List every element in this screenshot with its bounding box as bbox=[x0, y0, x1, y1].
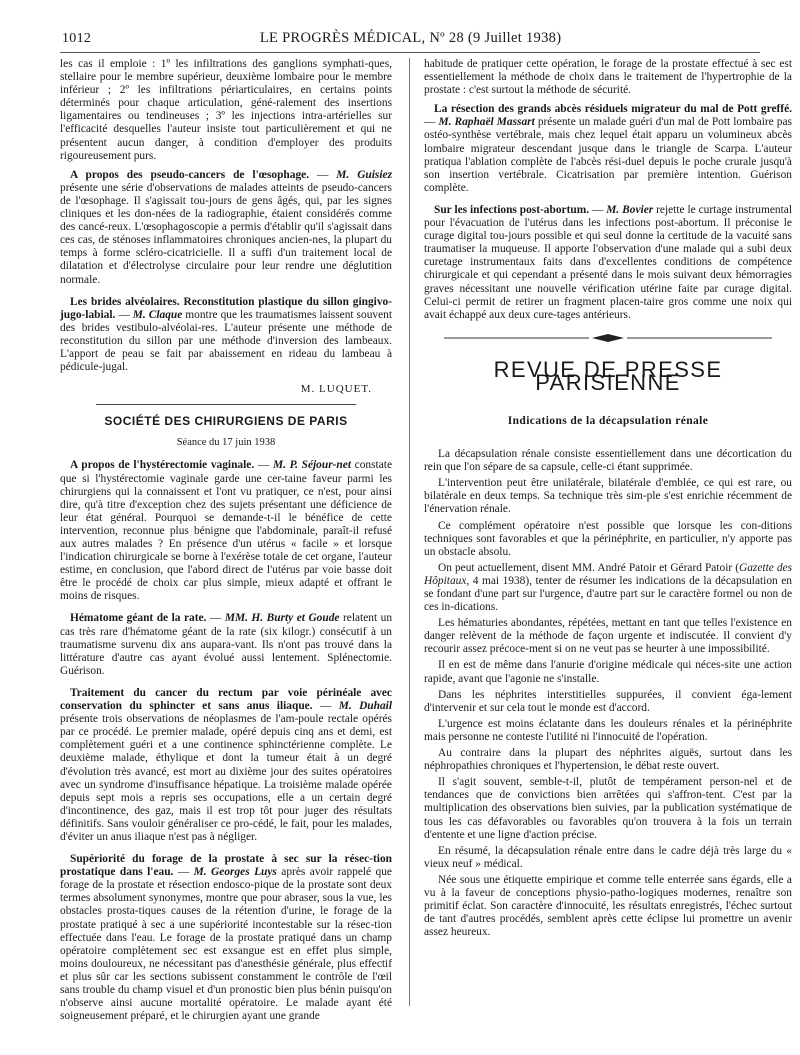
article-author: M. Duhail bbox=[338, 700, 392, 713]
article-author: M. Guisiez bbox=[336, 168, 393, 181]
continued-paragraph: habitude de pratiquer cette opération, le forage de la prostate effectué à sec est essentiellement la méthode de choix dans le traitement de l'hypertrophie de la prostate : c'est surtout la méthode de sécurité. bbox=[424, 58, 792, 97]
article-text: constate que si l'hystérectomie vaginale garde une cer-taine faveur parmi les chirurgiens qui la connaissent et l'ont vu pratiquer, ce n'est, pour ainsi dire, qu'à titre d'exception chez des sujets présentant une déficience de leur état général. Pourquoi se demande-t-il le bénéfice de cette intervention, reconnue plus bénigne que l'abdominale, paraît-il refusé aux autres malades ? En présence d'un utérus « facile » et lorsque l'indication chirurgicale se borne à l'exérèse totale de cet organe, l'auteur estime, en conclusion, que l'abord direct de l'utérus par voie basse doit être le procédé de choix car plus simple, mieux adapté et offrant le moins de risques. bbox=[60, 459, 392, 603]
section-rule bbox=[96, 404, 356, 405]
body-paragraph: Dans les néphrites interstitielles suppurées, il convient éga-lement d'intervenir et sur cela tout le monde est d'accord. bbox=[424, 688, 792, 714]
article-title: Hématome géant de la rate. bbox=[70, 612, 207, 625]
article-title: A propos de l'hystérectomie vaginale. bbox=[70, 459, 255, 472]
paragraph-text: , 4 mai 1938), tenter de résumer les indications de la décapsulation en se fondant d'une part sur l'urgence, d'autre part sur le caractère formel ou non de ces in-dications. bbox=[424, 574, 792, 614]
article-prostate: Supériorité du forage de la prostate à sec sur la résec-tion prostatique dans l'eau. — M. Georges Luys après avoir rappelé que forage de la prostate et résection endosco-pique de la prostate sont deux termes absolument synonymes, montre que pour abraser, sous la vue, les obstacles prosta-tiques causes de la rétention d'urine, le forage de la prostate pratiqué à sec a une supériorité incontestable sur la résec-tion effectuée dans l'eau. Le forage de la prostate pratiqué dans un champ opératoire complètement sec est exsangue est en effet plus simple, moins douloureux, ne nécessitant pas d'anesthésie générale, plus effectif et plus sûr car les sections subissent constamment le contrôle de l'œil sans trouble du champ visuel et d'un pronostic bien plus bénin puisqu'on n'observe ainsi aucune mortalité opératoire. Le malade ayant été soigneusement préparé, et le chirurgien ayant une grande bbox=[60, 853, 392, 1023]
body-paragraph bbox=[424, 562, 792, 614]
article-text: présente une série d'observations de malades atteints de pseudo-cancers de l'œsophage. Il s'agissait tou-jours de gens âgés, qui, par les signes cliniques et les don-nées de la radiographie, étaient considérés comme des cancé-reux. L'œsophagoscopie a permis d'établir qu'il s'agissait dans ces cas, de sténoses inflammatoires chroniques ancien-nes, la plupart du temps à forme scléro-cicatricielle. Il a suffi d'un traitement local de dilatation et d'électrolyse circulaire pour leur rendre une déglutition normale. bbox=[60, 181, 392, 286]
body-paragraph: En résumé, la décapsulation rénale entre dans le cadre déjà très large du « vieux neuf » médical. bbox=[424, 844, 792, 870]
ornament-rule-icon bbox=[424, 331, 792, 345]
article-rectum: Traitement du cancer du rectum par voie périnéale avec conservation du sphincter et sans anus iliaque. — M. Duhail présente trois observations de néoplasmes de l'am-poule rectale opérés par ce procédé. Le premier malade, opéré depuis cinq ans et demi, est complètement guéri et a une continence sphinctérienne complète. Le deuxième malade, éthylique et dont la tumeur était à un degré d'évolution très avancé, est mort au dixième jour des suites opératoires avec un syndrome d'insuffisance hépatique. La troisième malade opérée depuis sept mois a repris ses occupations, elle a un certain degré d'incontinence, des gaz, mais il est trop tôt pour juger des résultats définitifs. Sans vouloir généraliser ce pro-cédé, le fait, pour les malades, d'éviter un anus iliaque n'est pas à négliger. bbox=[60, 686, 392, 843]
column-divider bbox=[409, 58, 410, 1006]
article-author: M. Claque bbox=[132, 308, 183, 321]
journal-citation: Gazette des Hôpitaux bbox=[424, 561, 793, 587]
article-text: présente trois observations de néoplasmes de l'am-poule rectale opérés par ce procédé. Le premier malade, opéré depuis cinq ans et demi, est complètement guéri et a une continence sphinctérienne complète. Le deuxième malade, éthylique et dont la tumeur était à un degré d'évolution très avancé, est mort au dixième jour des suites opératoires avec un syndrome d'insuffisance hépatique. La troisième malade opérée depuis sept mois a repris ses occupations, elle a un certain degré d'incontinence, des gaz, mais il est trop tôt pour juger des résultats définitifs. Sans vouloir généraliser ce pro-cédé, le fait, pour les malades, d'éviter un anus iliaque n'est pas à négliger. bbox=[60, 713, 392, 843]
seance-date: Séance du 17 juin 1938 bbox=[176, 437, 276, 449]
article-hematome: Hématome géant de la rate. — MM. H. Burty et Goude relatent un cas très rare d'hématome géant de la rate (six kilogr.) consécutif à un traumatisme survenu dix ans aupara-vant. Ils n'ont pas trouvé dans la littérature d'autre cas ayant évolué aussi lentement. Splénectomie. Guérison. bbox=[60, 612, 393, 677]
article-author: M. Bovier bbox=[606, 203, 654, 216]
right-column bbox=[424, 58, 792, 942]
page-number: 1012 bbox=[62, 31, 92, 46]
intro-paragraph: les cas il emploie : 1º les infiltrations des ganglions symphati-ques, stellaire pour le membre supérieur, deuxième lombaire pour le membre inférieur ; 2º les infiltrations périarticulaires, en certains points déterminés pour chaque articulation, géné-ralement des insertions ligamentaires ou tendineuses ; 3º les injections intra-artérielles sur l'efficacité desquelles l'auteur insiste tout particulièrement et qui ne présentent aucun danger, à condition d'employer des produits rigoureusement purs. bbox=[60, 58, 392, 162]
left-column bbox=[60, 58, 392, 1032]
article-text: présente un malade guéri d'un mal de Pott lombaire pas ostéo-synthèse vertébrale, mais chez lequel était apparu un volumineux abcès lombaire migrateur descendant jusque dans le triangle de Scarpa. L'auteur pratiqua l'ablation complète de l'abcès rési-duel depuis le poche crurale jusqu'à son insertion vertébrale. Cicatrisation par première intention. Guérison complète. bbox=[424, 116, 792, 194]
article-subtitle: Indications de la décapsulation rénale bbox=[507, 414, 709, 427]
article-title: A propos des pseudo-cancers de l'œsophage. bbox=[70, 168, 310, 181]
society-heading: SOCIÉTÉ DES CHIRURGIENS DE PARIS bbox=[104, 414, 348, 429]
section-heading-revue: REVUE DE PRESSE PARISIENNE bbox=[493, 356, 723, 395]
paragraph-text: On peut actuellement, disent MM. André Patoir et Gérard Patoir ( bbox=[438, 561, 739, 574]
body-paragraph: La décapsulation rénale consiste essentiellement dans une décortication du rein que l'on sépare de sa capsule, celle-ci étant supprimée. bbox=[424, 448, 792, 474]
article-title: Sur les infections post-abortum. bbox=[434, 203, 590, 216]
article-author: M. Georges Luys bbox=[193, 866, 277, 879]
article-text: après avoir rappelé que forage de la prostate et résection endosco-pique de la prostate sont deux termes absolument synonymes, montre que pour abraser, sous la vue, les obstacles prosta-tiques causes de la rétention d'urine, le forage de la prostate pratiqué à sec a une supériorité incontestable sur la résec-tion effectuée dans l'eau. Le forage de la prostate pratiqué dans un champ opératoire complètement sec est exsangue est en effet plus simple, moins douloureux, ne nécessitant pas d'anesthésie générale, plus effectif et plus sûr car les sections subissent constamment le contrôle de l'œil sans trouble du champ visuel et d'un pronostic bien plus bénin puisqu'on n'observe ainsi aucune mortalité opératoire. Le malade ayant été soigneusement préparé, et le chirurgien ayant une grande bbox=[60, 866, 392, 1023]
body-paragraph: Il en est de même dans l'anurie d'origine médicale qui néces-site une action rapide, avant que l'agonie ne s'installe. bbox=[424, 659, 792, 685]
article-text: rejette le curtage instrumental pour l'évacuation de l'utérus dans les infections post-abortum. Il préconise le curage digital tou-jours possible et qui seul donne la certitude de la vacuité sans traumatiser la muqueuse. Il apporte l'observation d'une malade qui a subi deux curetage instrumentaux faits dans d'excellentes conditions de compétence chirurgicale et qui cependant a présenté dans le mois suivant deux hémorragies graves nécessitant une nouvelle vérification utérine faite par curage digital. Celui-ci permit de retirer un fragment placen-taire gros comme une noix qui avait échappé aux deux cure-tages antérieurs. bbox=[424, 203, 792, 321]
article-brides: Les brides alvéolaires. Reconstitution plastique du sillon gingivo-jugo-labial. — M. Claque montre que les traumatismes laissent souvent des brides vestibulo-alvéolai-res. L'auteur présente une méthode de reconstitution du sillon par une méthode d'inversion des lambeaux. L'apport de peau se fait par abaissement en rideau du lambeau à pédicule-jugal. bbox=[60, 295, 392, 374]
article-title: Traitement du cancer du rectum par voie périnéale avec conservation du sphincter et sans anus iliaque. bbox=[60, 686, 392, 713]
article-author: M. P. Séjour-net bbox=[272, 459, 351, 472]
body-paragraph: Les hématuries abondantes, répétées, mettant en tant que telles l'existence en danger relèvent de la méthode de façon urgente et indiscutée. Il convient d'y recourir assez précoce-ment si on ne veut pas se heurter à une impossibilité. bbox=[424, 617, 792, 656]
body-paragraph: L'urgence est moins éclatante dans les douleurs rénales et la périnéphrite mais personne ne conteste l'utilité ni l'innocuité de l'opération. bbox=[424, 717, 792, 743]
article-text: relatent un cas très rare d'hématome géant de la rate (six kilogr.) consécutif à un traumatisme survenu dix ans aupara-vant. Ils n'ont pas trouvé dans la littérature d'autre cas ayant évolué aussi lentement. Splénectomie. Guérison. bbox=[60, 612, 393, 677]
article-author: M. Raphaël Massart bbox=[438, 116, 535, 129]
body-paragraph: Au contraire dans la plupart des néphrites aiguës, surtout dans les néphropathies chroniques et l'hypertension, le débat reste ouvert. bbox=[424, 747, 792, 773]
journal-title: LE PROGRÈS MÉDICAL, Nº 28 (9 Juillet 1938) bbox=[259, 30, 562, 46]
article-post-abortum: Sur les infections post-abortum. — M. Bovier rejette le curtage instrumental pour l'évacuation de l'utérus dans les infections post-abortum. Il préconise le curage digital tou-jours possible et qui seul donne la certitude de la vacuité sans traumatiser la muqueuse. Il apporte l'observation d'une malade qui a subi deux curetage instrumentaux faits dans d'excellentes conditions de compétence chirurgicale et qui cependant a présenté dans le mois suivant deux hémorragies graves nécessitant une nouvelle vérification utérine faite par curage digital. Celui-ci permit de retirer un fragment placen-taire gros comme une noix qui avait échappé aux deux cure-tages antérieurs. bbox=[424, 203, 792, 321]
body-paragraph: Il s'agit souvent, semble-t-il, plutôt de tempérament person-nel et de tendances que de convictions bien arrêtées qui s'affron-tent. C'est par la multiplication des observations bien suivies, par la publication systématique de tous les cas défavorables ou favorables qu'on trouvera à la fois un terrain d'entente et une ligne d'action précise. bbox=[424, 776, 792, 841]
article-title: Supériorité du forage de la prostate à sec sur la résec-tion prostatique dans l'eau. bbox=[60, 853, 392, 879]
header-rule bbox=[60, 52, 760, 53]
signature: M. LUQUET. bbox=[300, 383, 372, 396]
article-hysterectomie: A propos de l'hystérectomie vaginale. — M. P. Séjour-net constate que si l'hystérectomie vaginale garde une cer-taine faveur parmi les chirurgiens qui la connaissent et l'ont vu pratiquer, ce n'est, pour ainsi dire, qu'à titre d'exception chez des sujets présentant une déficience de leur état général. Pourquoi se demande-t-il le bénéfice de cette intervention, reconnue plus bénigne que l'abdominale, paraît-il refusé aux autres malades ? En présence d'un utérus « facile » et lorsque l'indication chirurgicale se borne à l'exérèse totale de cet organe, l'auteur estime, en conclusion, que l'abord direct de l'utérus par voie basse doit être le procédé de choix car plus simple, mieux adapté et offrant le moins de risques. bbox=[60, 459, 392, 603]
body-paragraph: Née sous une étiquette empirique et comme telle enterrée sans égards, elle a vu à la faveur de conceptions physio-patho-logiques modernes, renaître son primitif éclat. Son caractère d'innocuité, les résultats enregistrés, l'échec surtout de tant d'autres procédés, semblent après cette éclipse lui promettre un avenir assez heureux. bbox=[424, 873, 792, 939]
article-title: Les brides alvéolaires. Reconstitution plastique du sillon gingivo-jugo-labial. bbox=[60, 295, 392, 321]
body-paragraph: Ce complément opératoire n'est possible que lorsque les con-ditions techniques sont favorables et que la périnéphrite, en particulier, n'y apporte pas un obstacle absolu. bbox=[424, 519, 792, 558]
article-pott: La résection des grands abcès résiduels migrateur du mal de Pott greffé. — M. Raphaël Massart présente un malade guéri d'un mal de Pott lombaire pas ostéo-synthèse vertébrale, mais chez lequel était apparu un volumineux abcès lombaire migrateur descendant jusque dans le triangle de Scarpa. L'auteur pratiqua l'ablation complète de l'abcès rési-duel depuis le poche crurale jusqu'à son insertion vertébrale. Cicatrisation par première intention. Guérison complète. bbox=[424, 103, 792, 194]
body-paragraph: L'intervention peut être unilatérale, bilatérale d'emblée, ce qui est rare, ou bilatérale en deux temps. Sa technique très sim-ple s'est enrichie récemment de l'énervation rénale. bbox=[424, 477, 792, 516]
article-author: MM. H. Burty et Goude bbox=[224, 612, 340, 625]
ornament-divider bbox=[424, 331, 792, 345]
page-header bbox=[62, 30, 760, 50]
article-title: La résection des grands abcès résiduels migrateur du mal de Pott greffé. bbox=[434, 103, 792, 116]
article-oesophage: A propos des pseudo-cancers de l'œsophage. — M. Guisiez présente une série d'observations de malades atteints de pseudo-cancers de l'œsophage. Il s'agissait tou-jours de gens âgés, qui, par les signes cliniques et les don-nées de la radiographie, étaient considérés comme des cancé-reux. L'œsophagoscopie a permis d'établir qu'il s'agissait dans ces cas, de sténoses inflammatoires chroniques ancien-nes, la plupart du temps à forme scléro-cicatricielle. Il a suffi d'un traitement local de dilatation et d'électrolyse circulaire pour leur rendre une déglutition normale. bbox=[60, 168, 393, 286]
article-text: montre que les traumatismes laissent souvent des brides vestibulo-alvéolai-res. L'auteur présente une méthode de reconstitution du sillon par une méthode d'inversion des lambeaux. L'apport de peau se fait par abaissement en rideau du lambeau à pédicule-jugal. bbox=[60, 308, 392, 374]
